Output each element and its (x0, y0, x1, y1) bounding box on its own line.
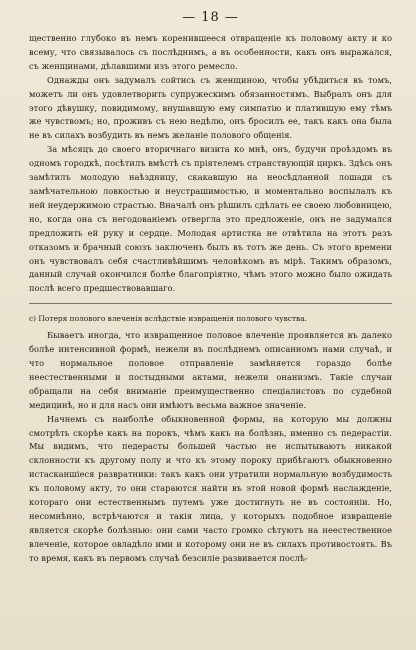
paragraph-4: Бываетъ иногда, что извращенное половое влеченіе проявляется въ далеко болѣе интенсивной формѣ, нежели въ послѣднемъ описанномъ нами случаѣ, и что нормальное половое отправленіе замѣняется гораздо болѣе неестественными и постыдными актами, нежели онанизмъ. Такіе случаи обращали на себя вниманіе преимущественно спеціалистовъ по судебной медицинѣ, но и для насъ они имѣютъ весьма важное значеніе. (29, 330, 392, 410)
section-heading: c) Потеря полового влеченія вслѣдствіе извращенія полового чувства. (29, 314, 308, 324)
paragraph-2: Однажды онъ задумалъ сойтись съ женщиною, чтобы убѣдиться въ томъ, можетъ ли онъ удовлетворить супружескимъ обязанностямъ. Выбралъ онъ для этого дѣвушку, повидимому, внушавшую ему симпатію и платившую ему тѣмъ же чувствомъ; но, проживъ съ нею недѣлю, онъ бросилъ ее, такъ какъ она была не въ силахъ возбудить въ немъ желаніе полового общенія. (29, 74, 392, 141)
paragraph-5: Начнемъ съ наиболѣе обыкновенной формы, на которую мы должны смотрѣть скорѣе какъ на порокъ, чѣмъ какъ на болѣзнь, именно съ педерастіи. Мы видимъ, что педерасты большей частью не испытываютъ никакой склонности къ другому полу и что къ этому пороку прибѣгаютъ обыкновенно истасканшіеся развратники: такъ какъ они утратили нормальную возбудимость къ половому акту, то они стараются найти въ этой новой формѣ наслажденіе, котораго они естественнымъ путемъ уже достигнуть не въ состояніи. Но, несомнѣнно, встрѣчаются и такія лица, у которыхъ подобное извращеніе является скорѣе болѣзнью: они сами часто громко сѣтуютъ на неестественное влеченіе, которое овладѣло ими и которому они не въ силахъ противостоять. Въ то время, какъ въ первомъ случаѣ безсиліе развивается послѣ- (29, 413, 392, 563)
paragraph-3: За мѣсяцъ до своего вторичнаго визита ко мнѣ, онъ, будучи проѣздомъ въ одномъ городкѣ, посѣтилъ вмѣстѣ съ пріятелемъ странствующій циркъ. Здѣсь онъ замѣтилъ молодую наѣздницу, скакавшую на неосѣдланной лошади съ замѣчательною ловкостью и неустрашимостью, и моментально воспылалъ къ ней неудержимою страстью. Вначалѣ онъ рѣшилъ сдѣлать ее своею любовницею, но, когда она съ негодованіемъ отвергла это предложеніе, онъ не задумался предложить ей руку и сердце. Молодая артистка не отвѣтила на этотъ разъ отказомъ и брачный союзъ заключенъ былъ въ тотъ же день. Съ этого времени онъ чувствовалъ себя счастливѣйшимъ человѣкомъ въ мірѣ. Такимъ образомъ, данный случай окончился болѣе благопріятно, чѣмъ этого можно было ожидать послѣ всего предшествовавшаго. (29, 144, 392, 294)
page-number: — 18 — (182, 10, 239, 25)
paragraph-1: щественно глубоко въ немъ коренившееся отвращеніе къ половому акту и ко всему, что связывалось съ послѣднимъ, а въ особенности, какъ онъ выражался, съ женщинами, дѣлавшими изъ этого ремесло. (29, 33, 392, 71)
section-divider (29, 303, 392, 304)
